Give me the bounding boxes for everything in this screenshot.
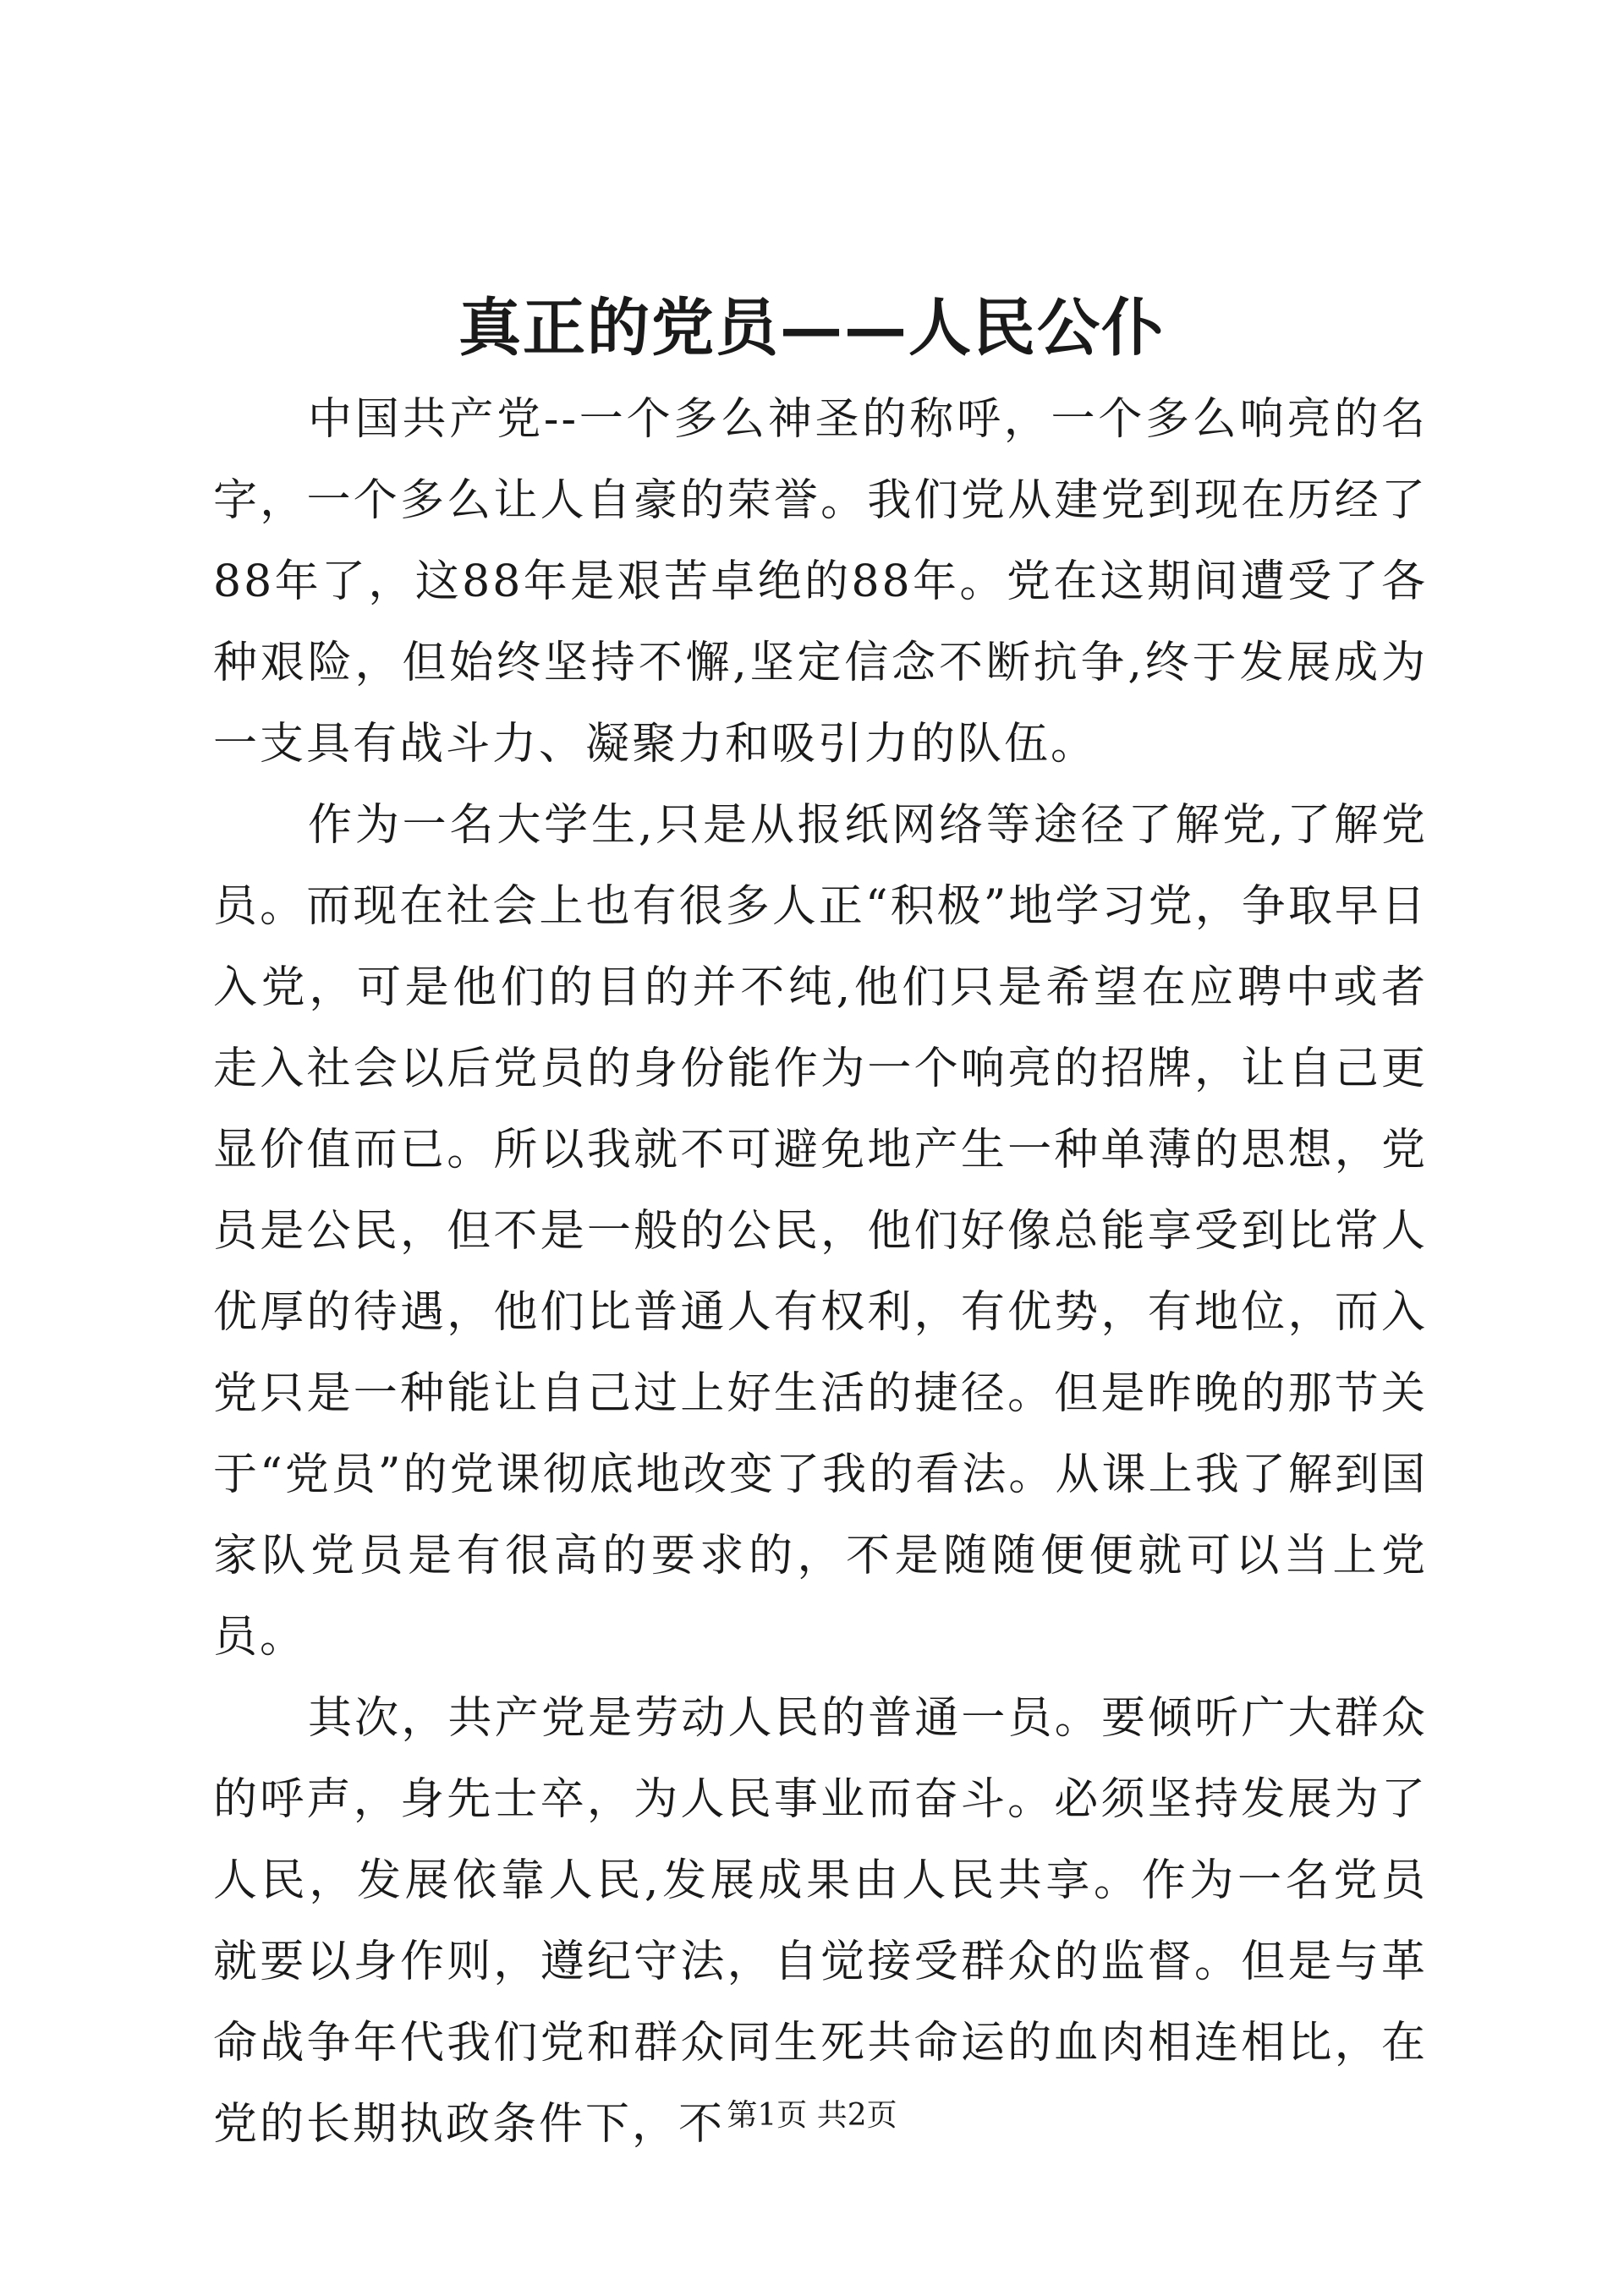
paragraph-1: 中国共产党--一个多么神圣的称呼，一个多么响亮的名字，一个多么让人自豪的荣誉。我们党从建党到现在历经了88年了，这88年是艰苦卓绝的88年。党在这期间遭受了各种艰险，但始终坚持不懈,坚定信念不断抗争,终于发展成为一支具有战斗力、凝聚力和吸引力的队伍。 [213,394,1428,770]
page-number-footer: 第1页 共2页 [727,2098,897,2133]
paragraph-3: 其次，共产党是劳动人民的普通一员。要倾听广大群众的呼声，身先士卒，为人民事业而奋斗。必须坚持发展为了人民，发展依靠人民,发展成果由人民共享。作为一名党员就要以身作则，遵纪守法，自觉接受群众的监督。但是与革命战争年代我们党和群众同生死共命运的血肉相连相比，在党的长期执政条件下，不 [213,1693,1428,2150]
paragraph-2: 作为一名大学生,只是从报纸网络等途径了解党,了解党员。而现在社会上也有很多人正“积极”地学习党，争取早日入党，可是他们的目的并不纯,他们只是希望在应聘中或者走入社会以后党员的身份能作为一个响亮的招牌，让自己更显价值而已。所以我就不可避免地产生一种单薄的思想，党员是公民，但不是一般的公民，他们好像总能享受到比常人优厚的待遇，他们比普通人有权利，有优势，有地位，而入党只是一种能让自己过上好生活的捷径。但是昨晚的那节关于“党员”的党课彻底地改变了我的看法。从课上我了解到国家队党员是有很高的要求的，不是随随便便就可以当上党员。 [213,800,1428,1663]
page-title: 真正的党员——人民公仆 [458,292,1166,364]
document-body [213,379,1428,2165]
